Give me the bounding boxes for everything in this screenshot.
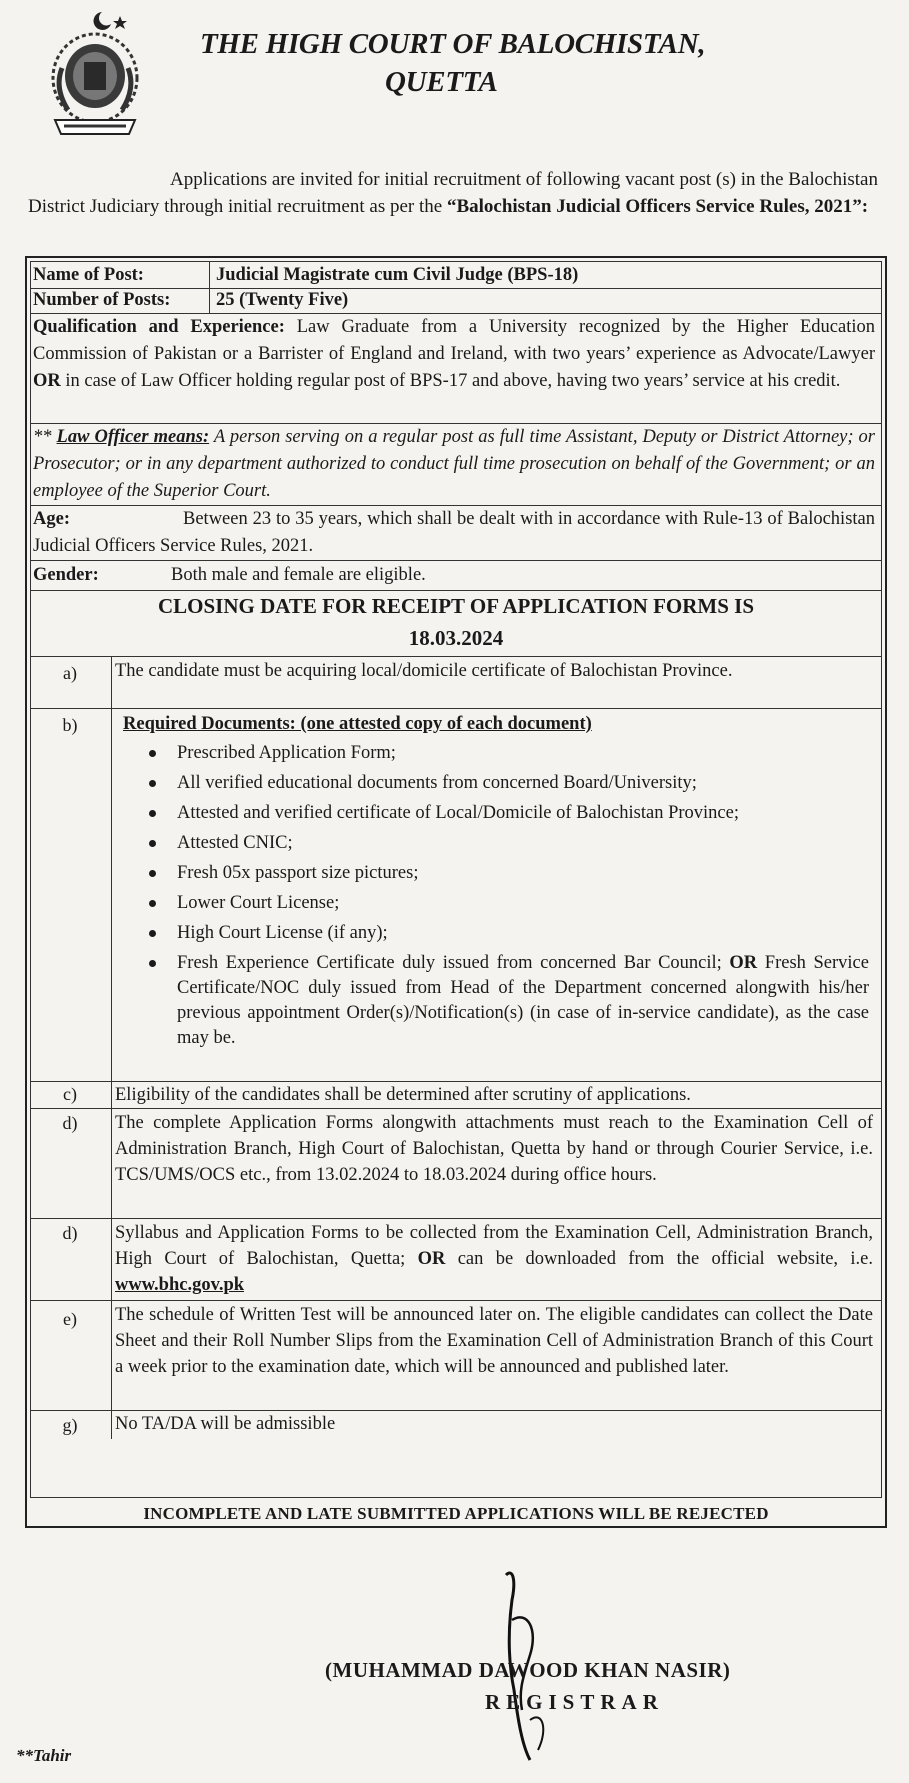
required-documents-heading: Required Documents: (one attested copy of each document) <box>123 714 592 734</box>
condition-row <box>31 1411 881 1439</box>
advertisement-frame <box>25 256 887 1528</box>
law-officer-text: ** Law Officer means: A person serving on a regular post as full time Assistant, Deputy or District Attorney; or Prosecutor; or in any department authorized to conduct full time prosecution on behalf of the Government; or an employee of the Superior Court. <box>33 427 876 501</box>
condition-text: Syllabus and Application Forms to be collected from the Examination Cell, Administration Branch, High Court of Balochistan, Quetta; OR can be downloaded from the official website, i.e. www.bhc.gov.pk <box>115 1223 873 1295</box>
website-link[interactable]: www.bhc.gov.pk <box>115 1275 245 1295</box>
gender-row <box>31 561 881 591</box>
closing-date-heading: CLOSING DATE FOR RECEIPT OF APPLICATION FORMS IS <box>157 594 755 618</box>
qualification-row <box>31 314 881 424</box>
law-officer-row <box>31 424 881 506</box>
intro-paragraph: Applications are invited for initial recruitment of following vacant post (s) in the Balochistan District Judiciary through initial recruitment as per the “Balochistan Judicial Officers Service Rules, 2021”: <box>28 169 878 217</box>
condition-label: g) <box>62 1415 78 1435</box>
court-emblem-icon <box>40 8 150 158</box>
required-documents-row <box>31 709 881 1082</box>
bullet-icon <box>149 840 156 847</box>
condition-label: a) <box>63 663 77 683</box>
bullet-icon <box>149 930 156 937</box>
bullet-icon <box>149 960 156 967</box>
condition-text: The schedule of Written Test will be announced later on. The eligible candidates can collect the Date Sheet and their Roll Number Slips from the Examination Cell of Administration Branch of this Court a week prior to the examination date, which will be announced and published later. <box>115 1305 873 1377</box>
documents-list <box>115 741 873 1051</box>
signatory-name: (MUHAMMAD DAWOOD KHAN NASIR) <box>325 1658 731 1682</box>
list-item: High Court License (if any); <box>115 921 873 946</box>
post-name-label: Name of Post: <box>33 265 144 285</box>
condition-row <box>31 1109 881 1219</box>
signatory-title: REGISTRAR <box>485 1690 664 1714</box>
post-number-value: 25 (Twenty Five) <box>216 290 349 310</box>
list-item: Attested and verified certificate of Local/Domicile of Balochistan Province; <box>115 801 873 826</box>
list-item: Attested CNIC; <box>115 831 873 856</box>
condition-label: c) <box>63 1084 77 1104</box>
bullet-icon <box>149 750 156 757</box>
bullet-icon <box>149 900 156 907</box>
closing-date-value: 18.03.2024 <box>408 626 504 650</box>
condition-text: The complete Application Forms alongwith attachments must reach to the Examination Cell of Administration Branch, High Court of Balochistan, Quetta by hand or through Courier Service, i.e. TCS/UMS/OCS etc., from 13.02.2024 to 18.03.2024 during office hours. <box>115 1113 873 1185</box>
header-city: QUETTA <box>385 66 498 98</box>
advertisement-table <box>30 261 882 1498</box>
required-documents-cell <box>115 711 873 1056</box>
rejection-notice: INCOMPLETE AND LATE SUBMITTED APPLICATIONS WILL BE REJECTED <box>143 1504 769 1523</box>
condition-row <box>31 1219 881 1301</box>
row-divider <box>31 288 881 289</box>
closing-date-row <box>31 591 881 657</box>
condition-label: b) <box>62 715 78 735</box>
post-details-row <box>31 262 881 314</box>
bullet-icon <box>149 810 156 817</box>
condition-row <box>31 1082 881 1109</box>
gender-label: Gender: <box>33 565 99 585</box>
bullet-icon <box>149 780 156 787</box>
condition-text: Eligibility of the candidates shall be determined after scrutiny of applications. <box>115 1085 691 1105</box>
list-item: Fresh 05x passport size pictures; <box>115 861 873 886</box>
age-row <box>31 506 881 561</box>
qualification-text: Qualification and Experience: Law Graduate from a University recognized by the Higher Education Commission of Pakistan or a Barrister of England and Ireland, with two years’ experience as Advocate/Lawyer OR in case of Law Officer holding regular post of BPS-17 and above, having two years’ service at his credit. <box>33 317 875 391</box>
age-text: Between 23 to 35 years, which shall be dealt with in accordance with Rule-13 of Balochistan Judicial Officers Service Rules, 2021. <box>33 509 875 556</box>
list-item: Fresh Experience Certificate duly issued from concerned Bar Council; OR Fresh Service Certificate/NOC duly issued from Head of the Department concerned alongwith his/her previous appointment Order(s)/Notification(s) (in case of in-service candidate), as the case may be. <box>115 951 873 1051</box>
age-label: Age: <box>33 509 70 529</box>
condition-text: The candidate must be acquiring local/domicile certificate of Balochistan Province. <box>115 661 733 681</box>
post-name-value: Judicial Magistrate cum Civil Judge (BPS-18) <box>216 265 579 285</box>
gender-text: Both male and female are eligible. <box>171 565 426 585</box>
condition-label: d) <box>62 1113 78 1133</box>
condition-row <box>31 657 881 709</box>
header-title: THE HIGH COURT OF BALOCHISTAN, <box>200 28 706 60</box>
initials-note: **Tahir <box>16 1746 72 1765</box>
list-item: Prescribed Application Form; <box>115 741 873 766</box>
condition-row <box>31 1301 881 1411</box>
list-item: All verified educational documents from concerned Board/University; <box>115 771 873 796</box>
condition-label: d) <box>62 1223 78 1243</box>
post-number-label: Number of Posts: <box>33 290 171 310</box>
condition-label: e) <box>63 1309 77 1329</box>
list-item: Lower Court License; <box>115 891 873 916</box>
bullet-icon <box>149 870 156 877</box>
condition-text: No TA/DA will be admissible <box>115 1414 336 1434</box>
